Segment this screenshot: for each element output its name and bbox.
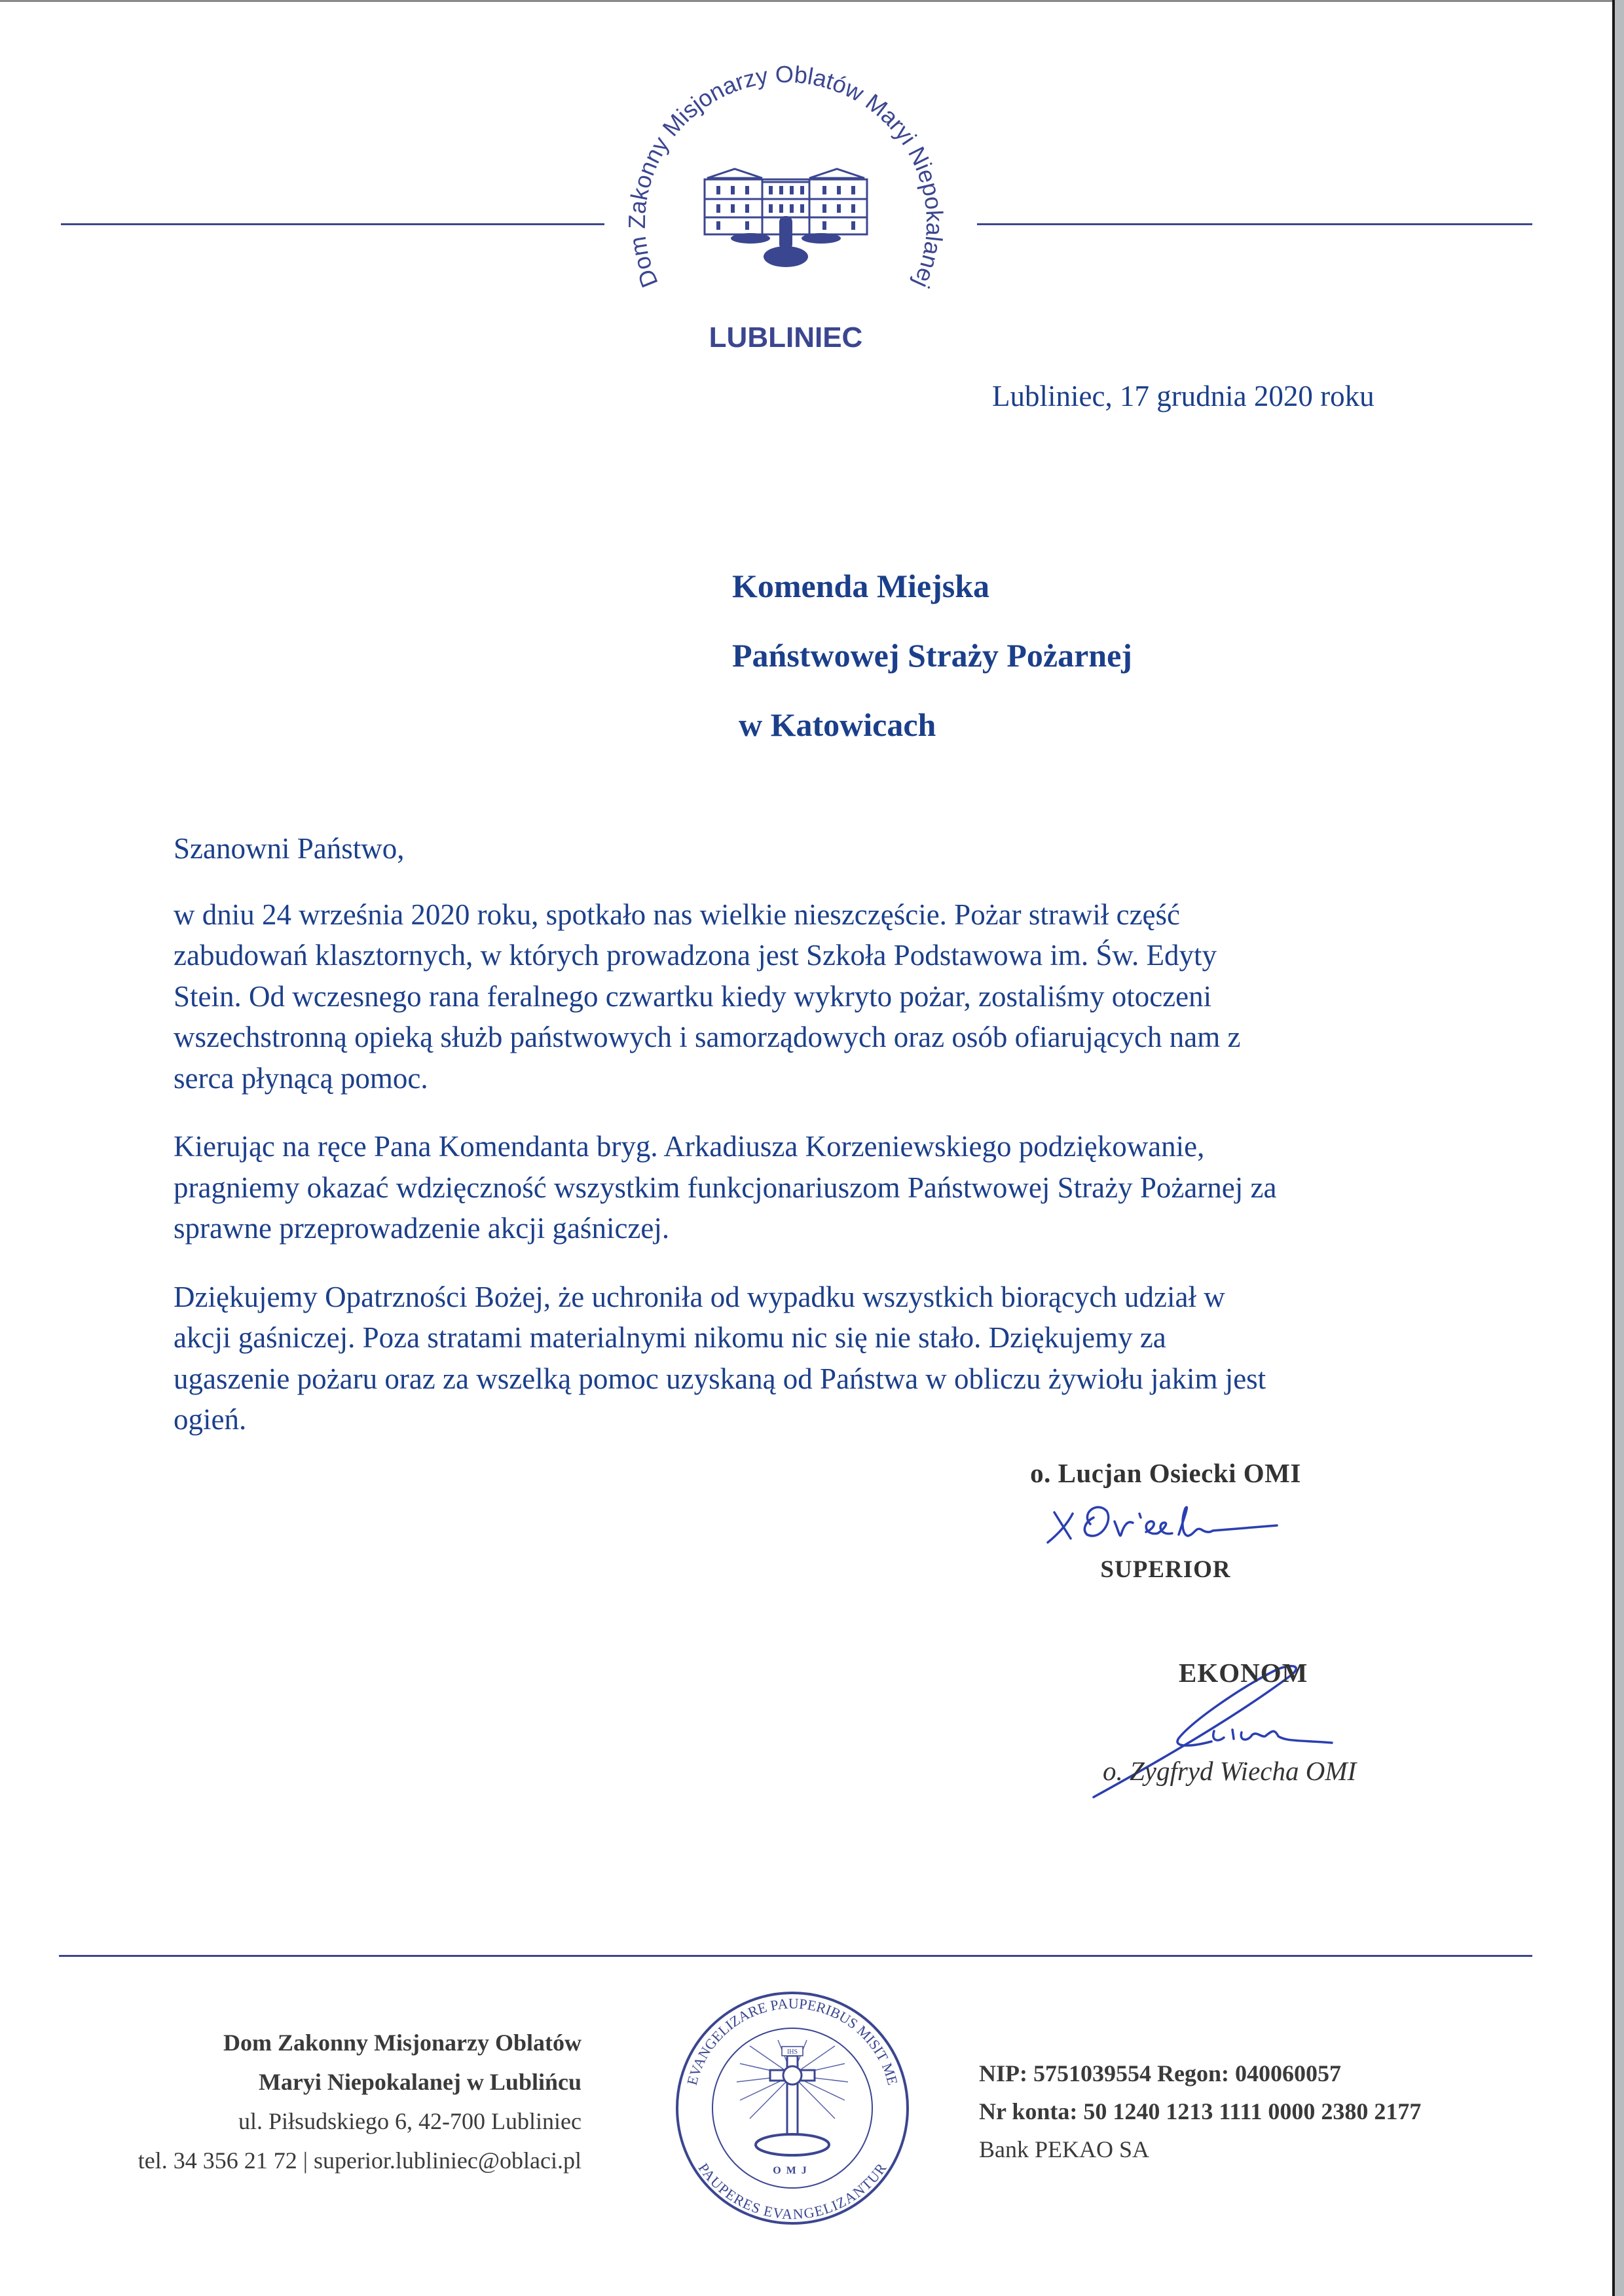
scan-top-edge (0, 0, 1613, 2)
seal-top-text: EVANGELIZARE PAUPERIBUS MISIT ME (683, 1995, 902, 2087)
handwritten-signature (1041, 1493, 1290, 1552)
omi-seal (674, 1990, 910, 2226)
footer-rule (59, 1955, 1532, 1957)
recipient-line: Komenda Miejska (732, 568, 990, 604)
letter-body (174, 828, 1581, 1468)
letter-date: Lubliniec, 17 grudnia 2020 roku (992, 380, 1375, 412)
footer-address (138, 2023, 581, 2180)
logo-arc-text: Dom Zakonny Misjonarzy Oblatów Maryi Niepokalanej (623, 65, 949, 293)
nip-regon: NIP: 5751039554 Regon: 040060057 (979, 2060, 1341, 2086)
text-line: zabudowań klasztornych, w których prowadzona jest Szkoła Podstawowa im. Św. Edyty (174, 939, 1217, 972)
org-name-line: Maryi Niepokalanej w Lublińcu (258, 2069, 581, 2095)
text-line: Stein. Od wczesnego rana feralnego czwartku kiedy wykryto pożar, zostaliśmy otoczeni (174, 979, 1212, 1013)
street-address: ul. Piłsudskiego 6, 42-700 Lubliniec (238, 2108, 581, 2134)
contact-info: tel. 34 356 21 72 | superior.lubliniec@oblaci.pl (138, 2147, 581, 2174)
text-line: Kierując na ręce Pana Komendanta bryg. Arkadiusza Korzeniewskiego podziękowanie, (174, 1130, 1205, 1163)
seal-bottom-text: PAUPERES EVANGELIZANTUR (695, 2160, 890, 2223)
text-line: ugaszenie pożaru oraz za wszelką pomoc uzyskaną od Państwa w obliczu żywiołu jakim jest (174, 1362, 1266, 1395)
seal-inscription: IHS (786, 2049, 798, 2056)
header-rule-right (977, 223, 1532, 225)
seal-monogram: OMJ (773, 2165, 812, 2176)
signatory-role: EKONOM (1179, 1658, 1308, 1688)
paragraph (174, 1277, 1581, 1440)
text-line: pragniemy okazać wdzięczność wszystkim funkcjonariuszom Państwowej Straży Pożarnej za (174, 1171, 1277, 1204)
text-line: ogień. (174, 1403, 247, 1436)
recipient-address (732, 563, 1132, 771)
signature-block-ekonom (1074, 1656, 1414, 1800)
paragraph (174, 1126, 1581, 1249)
paragraph (174, 894, 1581, 1099)
recipient-line: w Katowicach (739, 706, 936, 743)
text-line: sprawne przeprowadzenie akcji gaśniczej. (174, 1212, 670, 1245)
scan-margin (1615, 0, 1624, 2296)
header-rule-left (61, 223, 604, 225)
monastery-logo (622, 65, 950, 367)
text-line: Dziękujemy Opatrzności Bożej, że uchroniła od wypadku wszystkich biorących udział w (174, 1280, 1225, 1313)
footer-registry (979, 2054, 1421, 2168)
text-line: wszechstronną opieką służb państwowych i samorządowych oraz osób ofiarujących nam z (174, 1021, 1241, 1053)
signatory-role: SUPERIOR (1100, 1556, 1231, 1583)
logo-city: LUBLINIEC (709, 321, 863, 354)
bank-name: Bank PEKAO SA (979, 2136, 1150, 2162)
signatory-name: o. Lucjan Osiecki OMI (1030, 1458, 1301, 1488)
org-name-line: Dom Zakonny Misjonarzy Oblatów (223, 2030, 581, 2056)
globe-base-icon (756, 2134, 829, 2155)
signatory-name: o. Zygfryd Wiecha OMI (1103, 1756, 1357, 1786)
text-line: akcji gaśniczej. Poza stratami materialnymi nikomu nic się nie stało. Dziękujemy za (174, 1321, 1166, 1354)
recipient-line: Państwowej Straży Pożarnej (732, 637, 1132, 674)
bank-account: Nr konta: 50 1240 1213 1111 0000 2380 2177 (979, 2098, 1422, 2124)
signature-block-superior (995, 1457, 1336, 1607)
cross-icon (770, 2056, 815, 2141)
text-line: serca płynącą pomoc. (174, 1061, 428, 1095)
salutation: Szanowni Państwo, (174, 832, 405, 865)
text-line: w dniu 24 września 2020 roku, spotkało nas wielkie nieszczęście. Pożar strawił część (174, 898, 1181, 931)
